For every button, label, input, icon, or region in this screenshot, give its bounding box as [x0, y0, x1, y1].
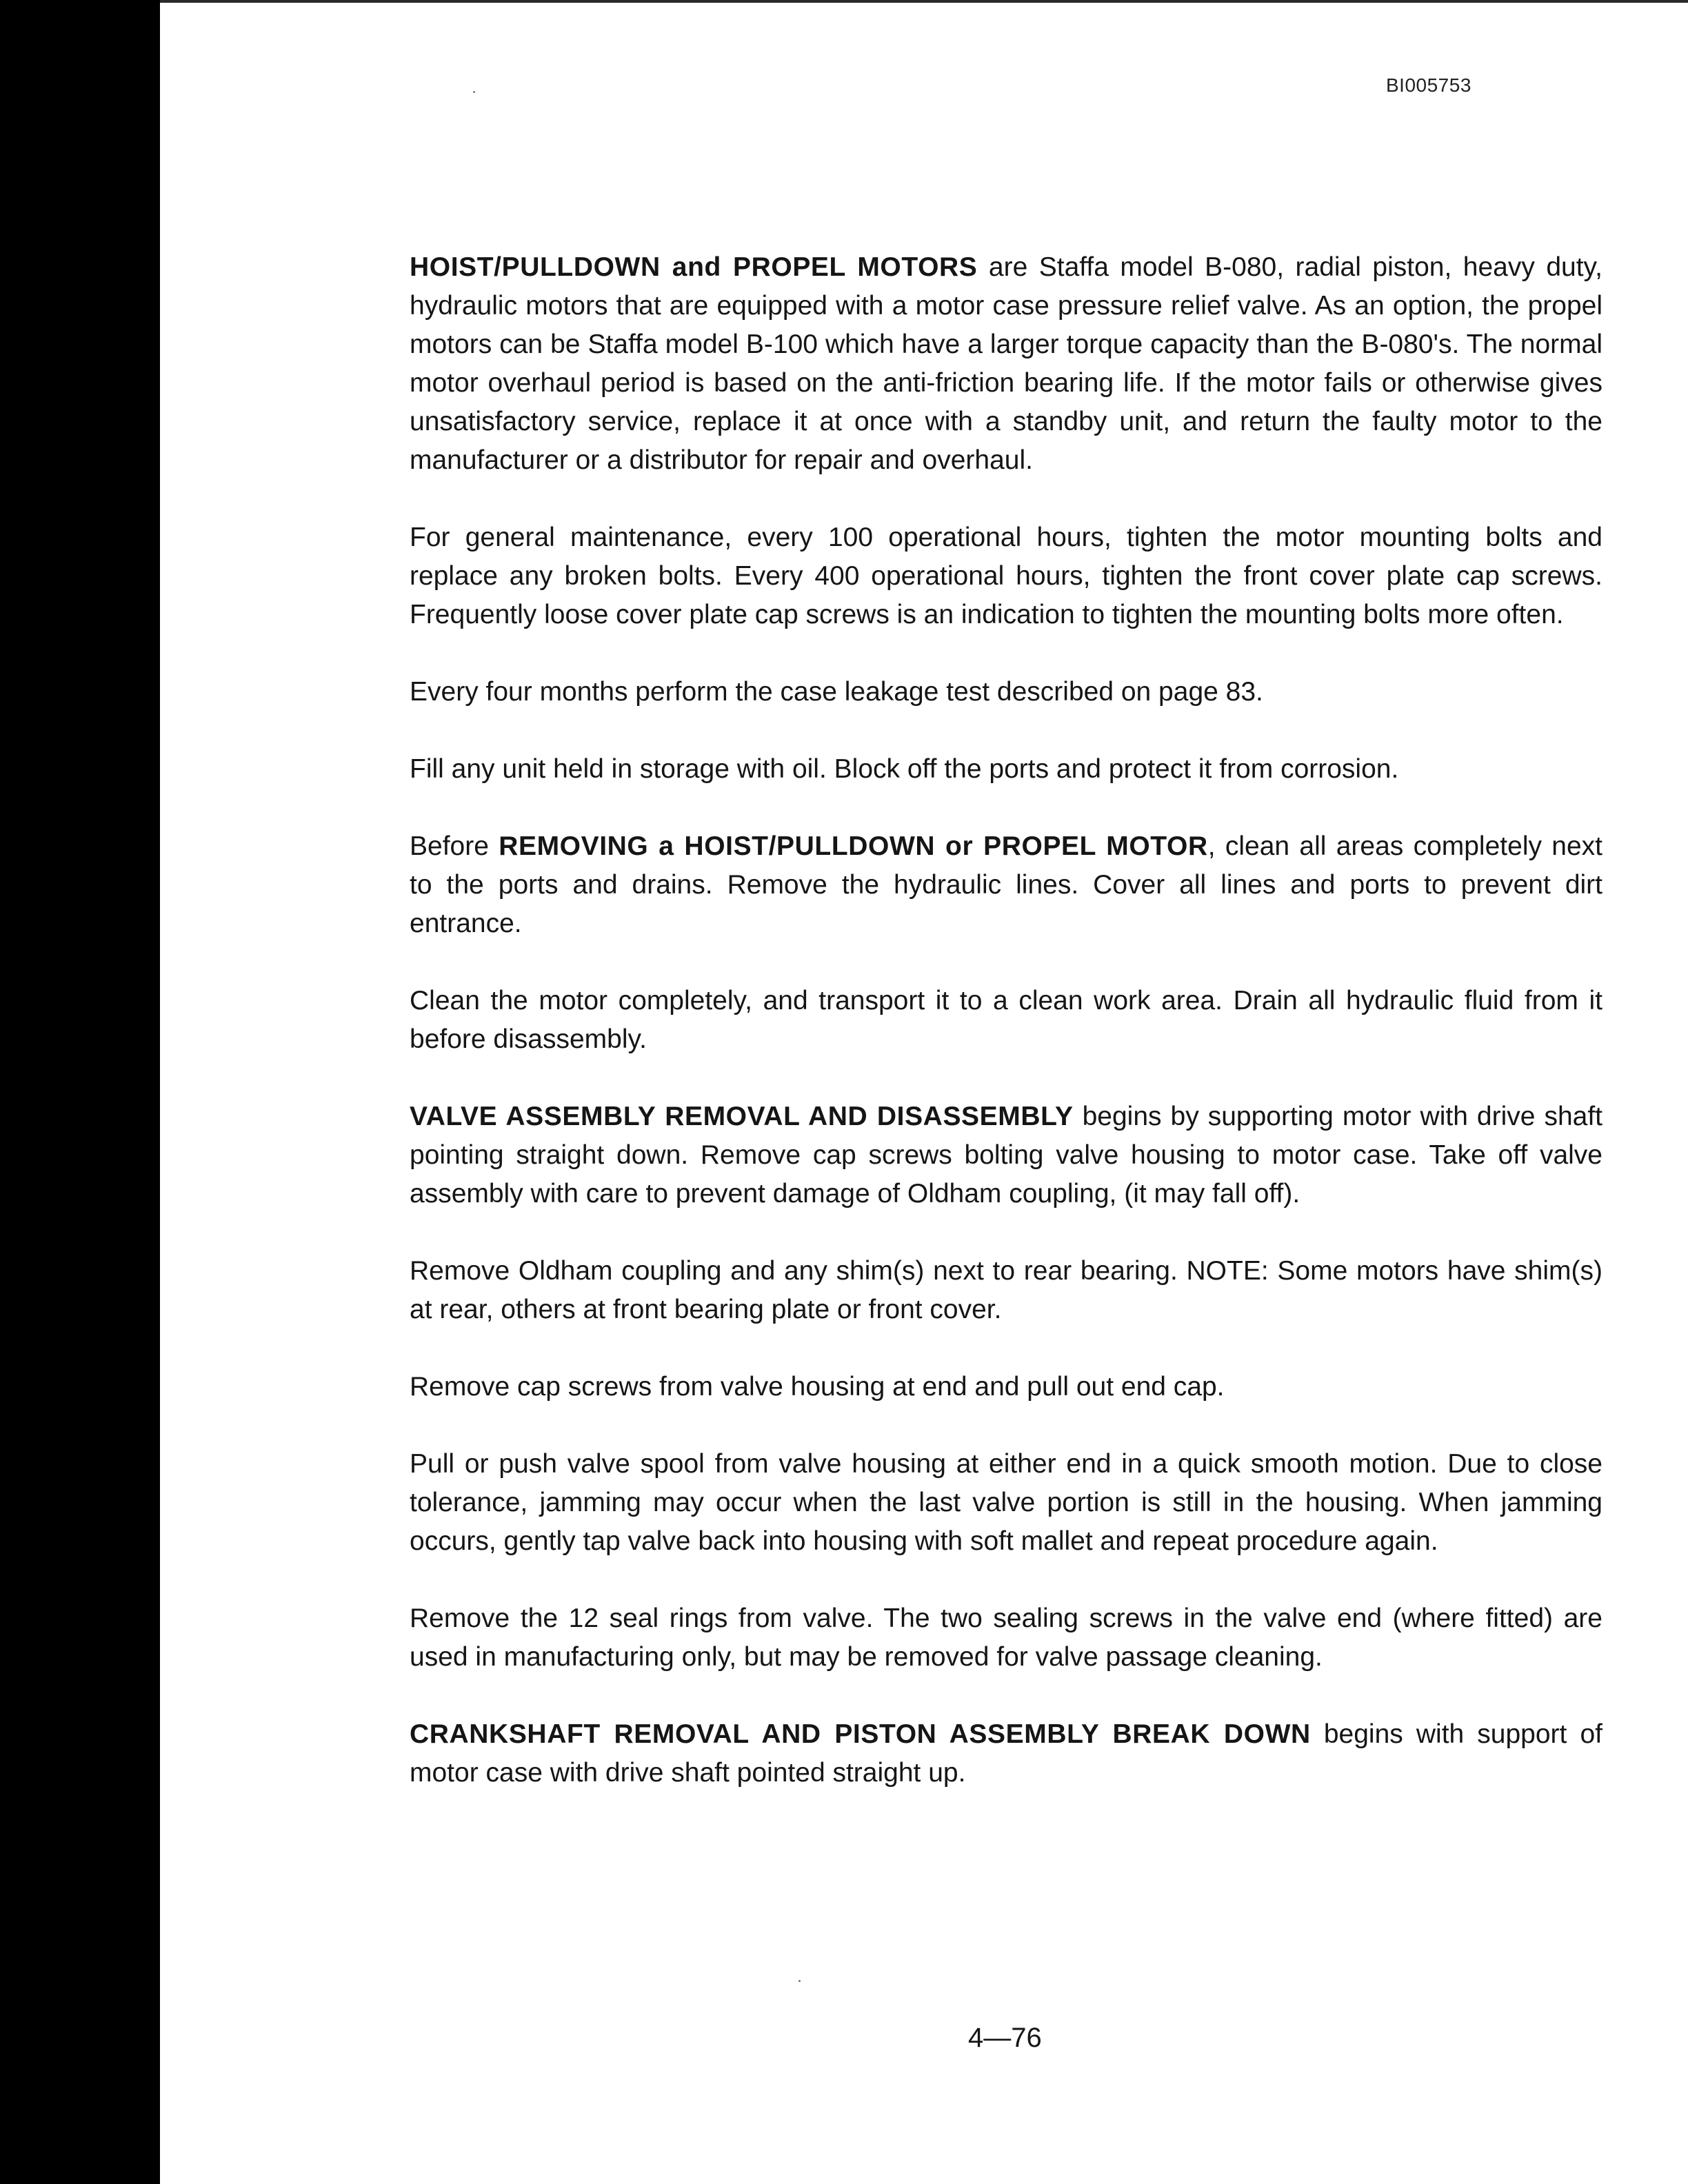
paragraph-storage [410, 750, 1602, 789]
paragraph-prefix: Before [410, 831, 499, 861]
paragraph-oldham-coupling [410, 1252, 1602, 1329]
paragraph-text: Clean the motor completely, and transport it to a clean work area. Drain all hydraulic fluid from it before disassembly. [410, 986, 1602, 1054]
paragraph-text: Pull or push valve spool from valve housing at either end in a quick smooth motion. Due to close tolerance, jamming may occur when the last valve portion is still in the housing. When jamming occurs, gently tap valve back into housing with soft mallet and repeat procedure again. [410, 1449, 1602, 1556]
paragraph-clean-motor [410, 982, 1602, 1059]
paragraph-general-maintenance [410, 518, 1602, 634]
heading-removing-motor: REMOVING a HOIST/PULLDOWN or PROPEL MOTOR [499, 831, 1208, 861]
scan-speck [473, 91, 475, 93]
scan-speck [798, 1980, 801, 1982]
paragraph-text: Remove Oldham coupling and any shim(s) next to rear bearing. NOTE: Some motors have shim(s) at rear, others at front bearing plate or front cover. [410, 1256, 1602, 1324]
paragraph-valve-spool [410, 1445, 1602, 1561]
paragraph-text: begins with support of motor case with drive shaft pointed straight up. [410, 1719, 1602, 1788]
heading-valve-assembly-removal: VALVE ASSEMBLY REMOVAL AND DISASSEMBLY [410, 1102, 1074, 1131]
page-number: 4—76 [968, 2023, 1042, 2053]
paragraph-text: Every four months perform the case leakage test described on page 83. [410, 677, 1263, 707]
paragraph-crankshaft-removal [410, 1715, 1602, 1792]
paragraph-valve-assembly-removal [410, 1098, 1602, 1213]
paragraph-before-removing [410, 827, 1602, 943]
document-id: BI005753 [1386, 74, 1471, 96]
paragraph-text: Remove the 12 seal rings from valve. The two sealing screws in the valve end (where fitted) are used in manufacturing only, but may be removed for valve passage cleaning. [410, 1604, 1602, 1672]
heading-crankshaft-removal: CRANKSHAFT REMOVAL AND PISTON ASSEMBLY BREAK DOWN [410, 1719, 1311, 1749]
heading-hoist-pulldown-propel-motors: HOIST/PULLDOWN and PROPEL MOTORS [410, 252, 978, 282]
paragraph-leakage-test [410, 673, 1602, 711]
scan-left-border [0, 0, 160, 2184]
page-body [410, 248, 1602, 1792]
paragraph-text: Fill any unit held in storage with oil. Block off the ports and protect it from corrosion. [410, 754, 1399, 784]
scan-top-edge [160, 0, 1688, 3]
paragraph-text: are Staffa model B-080, radial piston, heavy duty, hydraulic motors that are equipped with a motor case pressure relief valve. As an option, the propel motors can be Staffa model B-100 which have a larger torque capacity than the B-080's. The normal motor overhaul period is based on the anti-friction bearing life. If the motor fails or otherwise gives unsatisfactory service, replace it at once with a standby unit, and return the faulty motor to the manufacturer or a distributor for repair and overhaul. [410, 252, 1602, 475]
paragraph-end-cap [410, 1368, 1602, 1406]
paragraph-text: For general maintenance, every 100 operational hours, tighten the motor mounting bolts and replace any broken bolts. Every 400 operational hours, tighten the front cover plate cap screws. Frequently loose cover plate cap screws is an indication to tighten the mounting bolts more often. [410, 523, 1602, 629]
paragraph-text: Remove cap screws from valve housing at end and pull out end cap. [410, 1372, 1225, 1402]
paragraph-text: begins by supporting motor with drive shaft pointing straight down. Remove cap screws bolting valve housing to motor case. Take off valve assembly with care to prevent damage of Oldham coupling, (it may fall off). [410, 1102, 1603, 1209]
paragraph-motors-overview [410, 248, 1602, 480]
paragraph-text: , clean all areas completely next to the ports and drains. Remove the hydraulic lines. Cover all lines and ports to prevent dirt entrance. [410, 831, 1602, 938]
paragraph-seal-rings [410, 1599, 1602, 1677]
